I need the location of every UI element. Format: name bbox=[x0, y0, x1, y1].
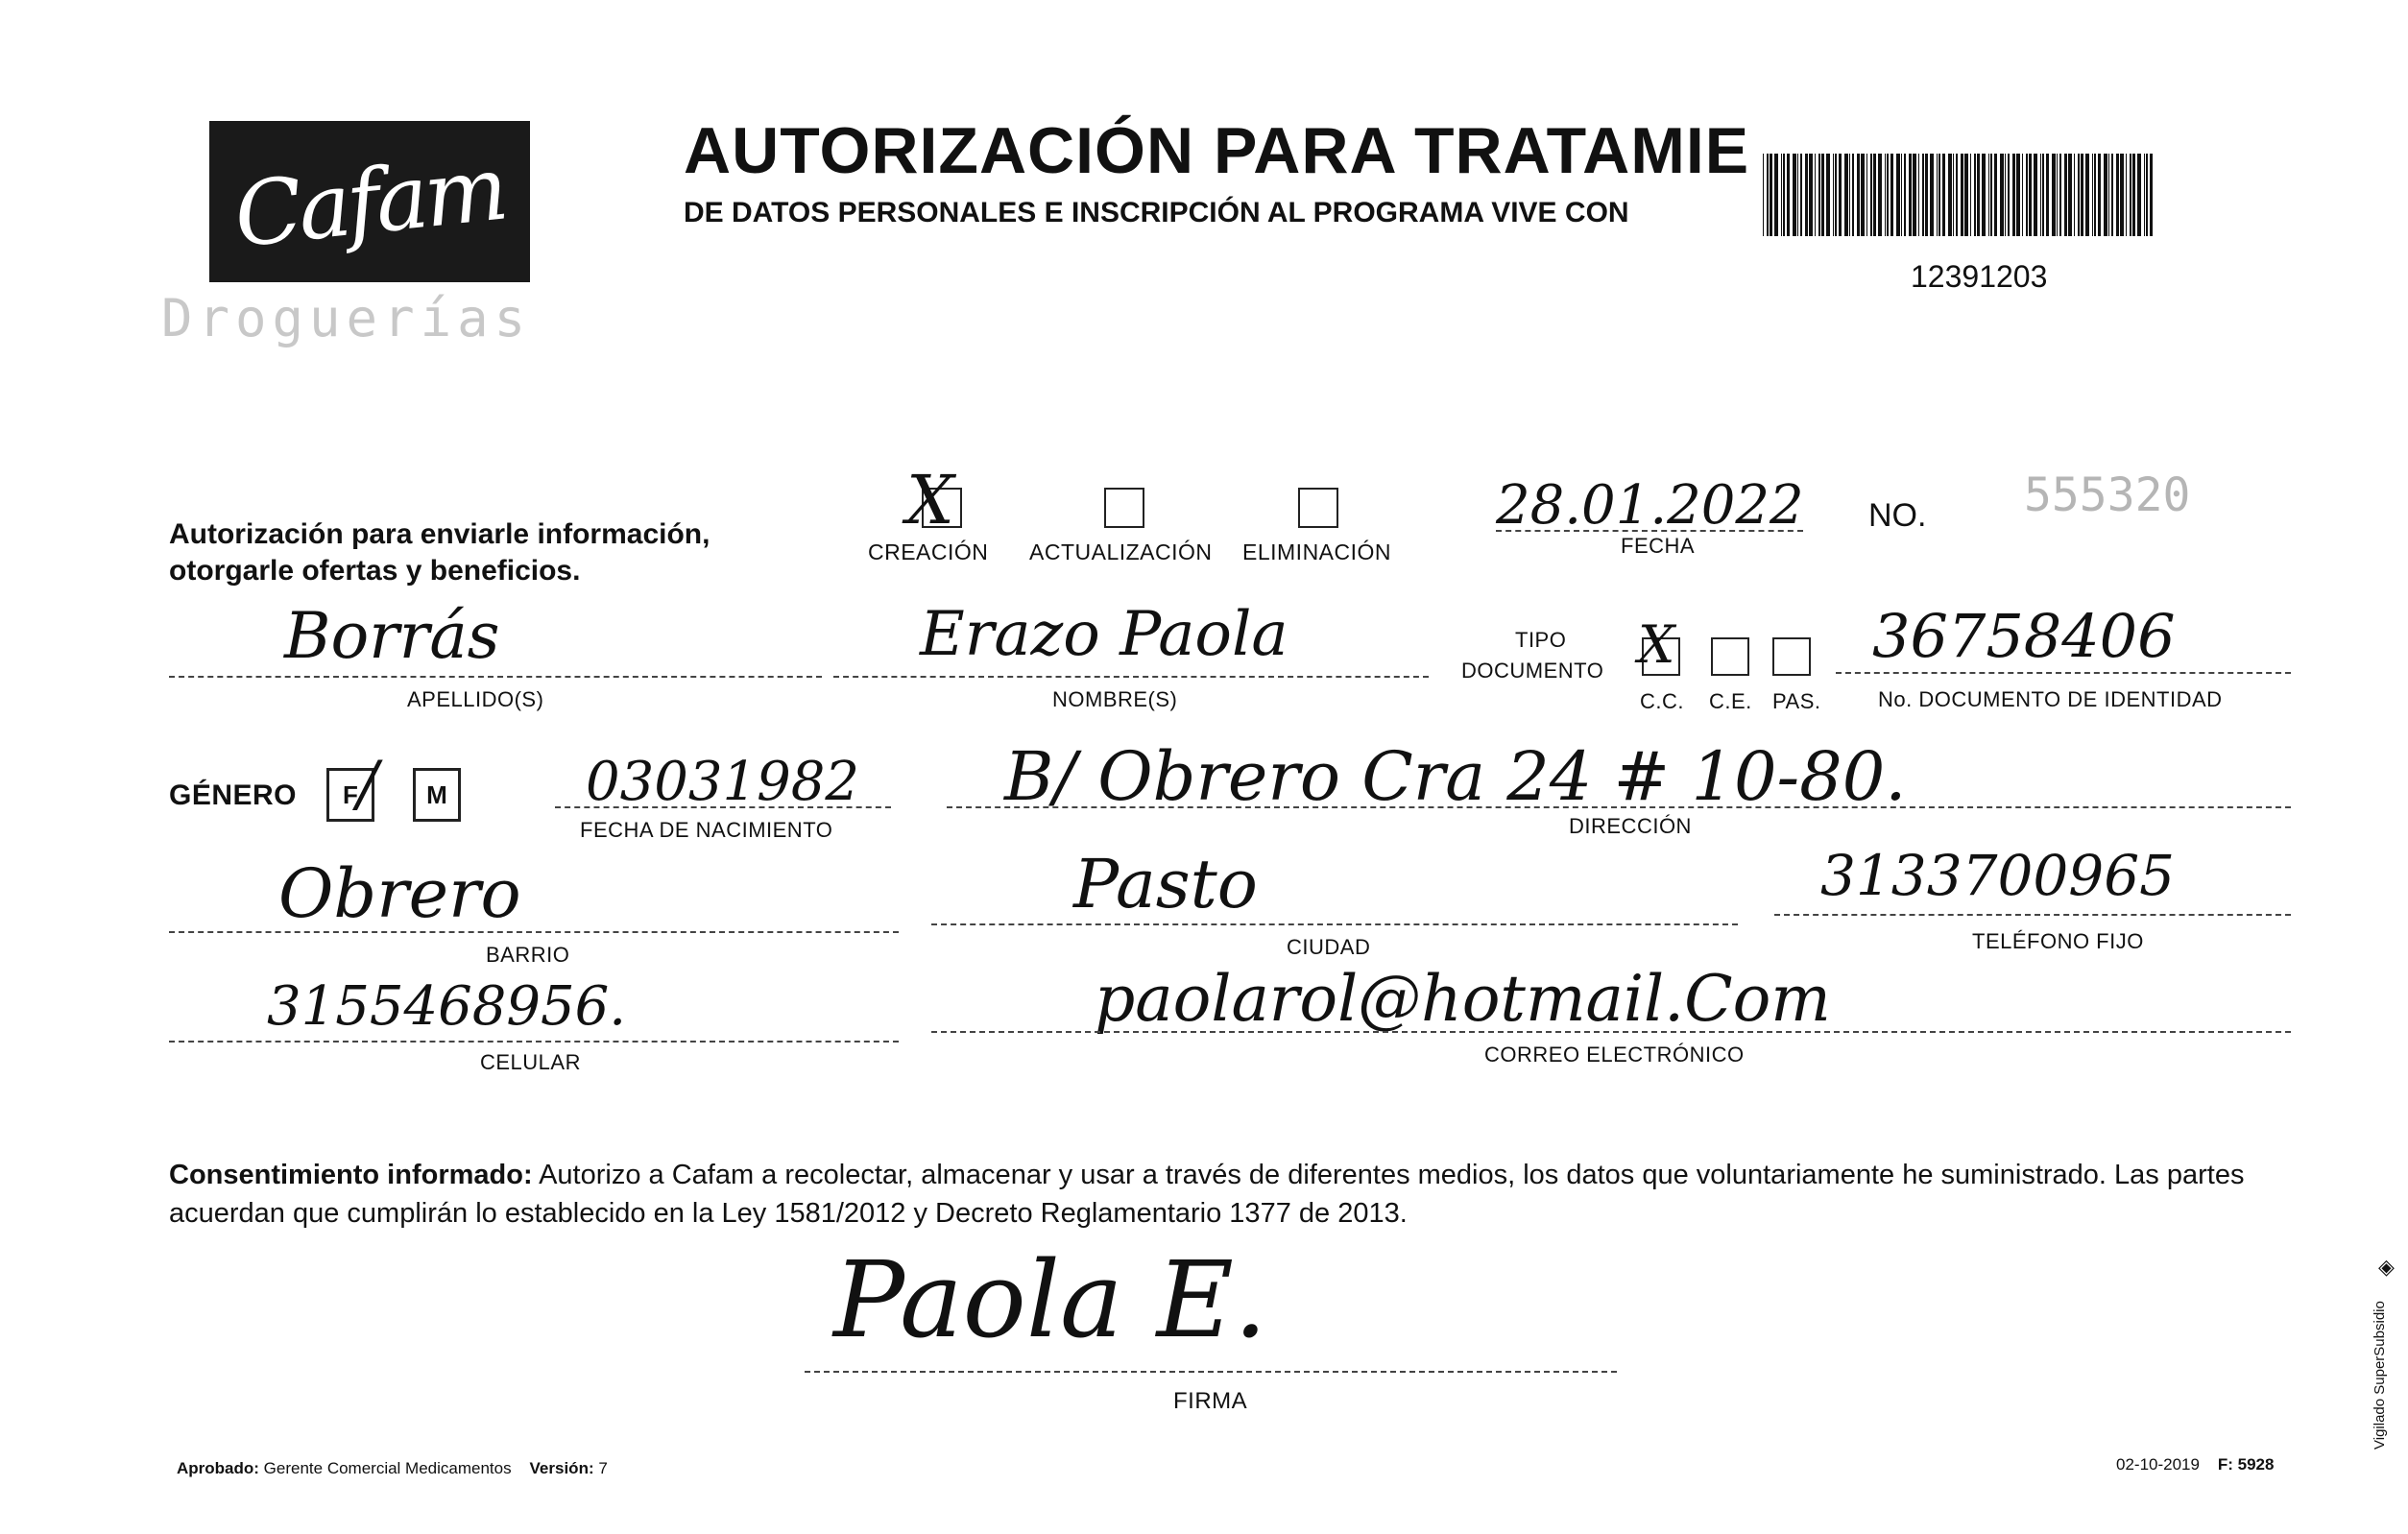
ciudad-line bbox=[931, 923, 1738, 925]
barcode-bar bbox=[1938, 154, 1940, 236]
fecha-label: FECHA bbox=[1621, 534, 1696, 558]
barcode-bar bbox=[1844, 154, 1848, 236]
genero-label: GÉNERO bbox=[169, 779, 298, 811]
eliminacion-label: ELIMINACIÓN bbox=[1242, 539, 1392, 564]
direccion-line bbox=[947, 806, 2291, 808]
barcode-bar bbox=[2078, 154, 2080, 236]
barcode-bar bbox=[1783, 154, 1785, 236]
barcode-bar bbox=[2012, 154, 2015, 236]
logo-subtext: Droguerías bbox=[161, 288, 532, 348]
barrio-value: Obrero bbox=[278, 854, 521, 933]
ciudad-value: Pasto bbox=[1073, 845, 1258, 923]
barcode-bar bbox=[1990, 154, 1992, 236]
consent-lead: Consentimiento informado: bbox=[169, 1160, 533, 1190]
numero-documento-value: 36758406 bbox=[1872, 601, 2176, 671]
telefono-value: 3133700965 bbox=[1820, 843, 2176, 908]
barcode-bar bbox=[1815, 154, 1816, 236]
signature-value: Paola E. bbox=[833, 1238, 1267, 1361]
barcode-bar bbox=[1977, 154, 1980, 236]
barcode-bar bbox=[1849, 154, 1850, 236]
barcode-bar bbox=[1942, 154, 1945, 236]
barcode-bar bbox=[1948, 154, 1952, 236]
barcode-bar bbox=[2000, 154, 2004, 236]
signature-label: FIRMA bbox=[1173, 1388, 1248, 1414]
barcode-bar bbox=[1918, 154, 1919, 236]
direccion-label: DIRECCIÓN bbox=[1569, 814, 1692, 838]
barcode-bar bbox=[1770, 154, 1772, 236]
barcode-bar bbox=[2111, 154, 2113, 236]
barcode-bar bbox=[1797, 154, 1798, 236]
barcode-bar bbox=[2137, 154, 2141, 236]
barcode-bar bbox=[1937, 154, 1938, 236]
supersubsidio-icon: ◈ bbox=[2378, 1256, 2395, 1280]
genero-f-label: F bbox=[343, 779, 358, 809]
barcode-bar bbox=[2150, 154, 2153, 236]
barcode-bar bbox=[1821, 154, 1824, 236]
creacion-label: CREACIÓN bbox=[868, 539, 989, 564]
direccion-value: B/ Obrero Cra 24 # 10-80. bbox=[1004, 737, 1907, 816]
fecha-nacimiento-value: 03031982 bbox=[586, 751, 860, 813]
aprobado-label: Aprobado: bbox=[177, 1459, 259, 1477]
barcode-bar bbox=[1964, 154, 1968, 236]
barcode-bar bbox=[2008, 154, 2010, 236]
ce-checkbox[interactable] bbox=[1711, 637, 1749, 676]
barcode-bar bbox=[1974, 154, 1976, 236]
barcode-bar bbox=[1835, 154, 1837, 236]
cc-mark: X bbox=[1638, 614, 1675, 675]
barcode-bar bbox=[2144, 154, 2145, 236]
nombres-label: NOMBRE(S) bbox=[1052, 687, 1178, 711]
barcode-bar bbox=[2126, 154, 2127, 236]
barcode-bar bbox=[1852, 154, 1854, 236]
cc-label: C.C. bbox=[1640, 689, 1684, 713]
version-value: 7 bbox=[598, 1459, 608, 1477]
barcode-bar bbox=[1861, 154, 1865, 236]
form-subtitle: DE DATOS PERSONALES E INSCRIPCIÓN AL PROGRAMA VIVE CON bbox=[684, 197, 1629, 228]
genero-m-checkbox[interactable] bbox=[413, 768, 461, 822]
genero-m-label: M bbox=[426, 779, 447, 809]
tipo-doc-label-2: DOCUMENTO bbox=[1461, 659, 1604, 683]
apellidos-label: APELLIDO(S) bbox=[407, 687, 544, 711]
correo-label: CORREO ELECTRÓNICO bbox=[1484, 1043, 1745, 1067]
telefono-line bbox=[1774, 914, 2291, 916]
pas-label: PAS. bbox=[1772, 689, 1821, 713]
barcode-bar bbox=[1970, 154, 1971, 236]
barrio-label: BARRIO bbox=[486, 943, 570, 967]
intro-text bbox=[169, 516, 710, 589]
celular-line bbox=[169, 1041, 899, 1043]
barcode-bar bbox=[1922, 154, 1924, 236]
barcode-bar bbox=[1961, 154, 1963, 236]
barcode-bar bbox=[1809, 154, 1813, 236]
barcode-bar bbox=[1913, 154, 1916, 236]
consent-paragraph bbox=[169, 1156, 2297, 1233]
intro-line-1: Autorización para enviarle información, bbox=[169, 518, 710, 550]
apellidos-value: Borrás bbox=[284, 599, 500, 673]
numero-label: NO. bbox=[1868, 497, 1927, 534]
barcode-bar bbox=[1878, 154, 1882, 236]
barcode-bar bbox=[2104, 154, 2107, 236]
barcode-bar bbox=[1793, 154, 1796, 236]
footer-form-code: F: 5928 bbox=[2217, 1455, 2275, 1474]
consent-body: Autorizo a Cafam a recolectar, almacenar y usar a través de diferentes medios, los datos que voluntariamente he suministrado. Las partes acuerdan que cumplirán lo establecido en la Ley 1581/2012 y Decreto Reglamentario 1377 de 2013. bbox=[169, 1160, 2245, 1229]
barcode-bar bbox=[2068, 154, 2072, 236]
barcode-bar bbox=[1885, 154, 1886, 236]
barcode-bar bbox=[1800, 154, 1802, 236]
barcode-bar bbox=[2085, 154, 2089, 236]
barcode-bar bbox=[2034, 154, 2037, 236]
side-text: Vigilado SuperSubsidio bbox=[2372, 1301, 2388, 1450]
barcode-bar bbox=[1887, 154, 1889, 236]
version-label: Versión: bbox=[529, 1459, 594, 1477]
barcode-bar bbox=[2057, 154, 2058, 236]
numero-documento-label: No. DOCUMENTO DE IDENTIDAD bbox=[1878, 687, 2223, 711]
barcode-bar bbox=[1982, 154, 1986, 236]
correo-value: paolarol@hotmail.Com bbox=[1095, 962, 1831, 1036]
footer-right bbox=[2116, 1455, 2274, 1474]
creacion-mark: X bbox=[906, 461, 954, 539]
fecha-line bbox=[1496, 530, 1803, 532]
barcode-icon bbox=[1763, 154, 2156, 236]
form-title: AUTORIZACIÓN PARA TRATAMIE bbox=[684, 114, 1750, 187]
barcode-bar bbox=[1988, 154, 1989, 236]
numero-documento-line bbox=[1836, 672, 2291, 674]
actualizacion-label: ACTUALIZACIÓN bbox=[1029, 539, 1213, 564]
barcode-bar bbox=[2029, 154, 2032, 236]
correo-line bbox=[931, 1031, 2291, 1033]
barcode-bar bbox=[2022, 154, 2023, 236]
barcode-bar bbox=[2074, 154, 2075, 236]
barcode-bar bbox=[2094, 154, 2096, 236]
pas-checkbox[interactable] bbox=[1772, 637, 1811, 676]
eliminacion-checkbox[interactable] bbox=[1298, 488, 1338, 528]
barcode-bar bbox=[1953, 154, 1954, 236]
barcode-bar bbox=[2116, 154, 2119, 236]
barcode-bar bbox=[1873, 154, 1876, 236]
fecha-nacimiento-line bbox=[555, 806, 891, 808]
barcode-bar bbox=[2132, 154, 2135, 236]
footer-approval bbox=[177, 1459, 608, 1478]
barcode-bar bbox=[2005, 154, 2006, 236]
ce-label: C.E. bbox=[1709, 689, 1752, 713]
barcode-bar bbox=[2052, 154, 2056, 236]
barcode-number: 12391203 bbox=[1911, 259, 2048, 294]
footer-date: 02-10-2019 bbox=[2116, 1455, 2200, 1474]
barcode-bar bbox=[1909, 154, 1912, 236]
intro-line-2: otorgarle ofertas y beneficios. bbox=[169, 555, 581, 587]
signature-line bbox=[805, 1371, 1617, 1373]
barcode-bar bbox=[1787, 154, 1790, 236]
barcode-bar bbox=[2046, 154, 2049, 236]
barcode-bar bbox=[2098, 154, 2101, 236]
barrio-line bbox=[169, 931, 899, 933]
barcode-bar bbox=[1925, 154, 1928, 236]
barcode-bar bbox=[2064, 154, 2067, 236]
barcode-bar bbox=[1994, 154, 1997, 236]
barcode-bar bbox=[1833, 154, 1834, 236]
barcode-bar bbox=[2040, 154, 2041, 236]
barcode-bar bbox=[2081, 154, 2083, 236]
logo-text: Cafam bbox=[229, 136, 510, 267]
barcode-bar bbox=[1826, 154, 1830, 236]
apellidos-line bbox=[169, 676, 822, 678]
cafam-logo bbox=[209, 121, 530, 282]
barcode-bar bbox=[1866, 154, 1867, 236]
barcode-bar bbox=[2042, 154, 2044, 236]
barcode-bar bbox=[1904, 154, 1906, 236]
barcode-bar bbox=[1901, 154, 1902, 236]
barcode-bar bbox=[2059, 154, 2061, 236]
barcode-bar bbox=[2120, 154, 2124, 236]
genero-f-mark: / bbox=[357, 749, 378, 820]
barcode-bar bbox=[2026, 154, 2028, 236]
barcode-bar bbox=[2016, 154, 2020, 236]
celular-value: 3155468956. bbox=[267, 975, 627, 1038]
fecha-nacimiento-label: FECHA DE NACIMIENTO bbox=[580, 818, 833, 842]
barcode-bar bbox=[1857, 154, 1860, 236]
barcode-bar bbox=[1839, 154, 1842, 236]
barcode-bar bbox=[1818, 154, 1820, 236]
barcode-bar bbox=[1930, 154, 1934, 236]
fecha-value: 28.01.2022 bbox=[1496, 474, 1804, 537]
barcode-bar bbox=[2092, 154, 2093, 236]
barcode-bar bbox=[1890, 154, 1893, 236]
nombres-line bbox=[833, 676, 1429, 678]
barcode-bar bbox=[1870, 154, 1872, 236]
barcode-bar bbox=[1896, 154, 1900, 236]
barcode-bar bbox=[2130, 154, 2131, 236]
telefono-label: TELÉFONO FIJO bbox=[1972, 929, 2144, 953]
barcode-bar bbox=[2146, 154, 2148, 236]
numero-value: 555320 bbox=[2024, 468, 2191, 522]
barcode-bar bbox=[1956, 154, 1958, 236]
barcode-bar bbox=[1767, 154, 1769, 236]
nombres-value: Erazo Paola bbox=[920, 599, 1288, 670]
ciudad-label: CIUDAD bbox=[1287, 935, 1371, 959]
barcode-bar bbox=[2108, 154, 2109, 236]
aprobado-value: Gerente Comercial Medicamentos bbox=[263, 1459, 512, 1477]
barcode-bar bbox=[1774, 154, 1778, 236]
tipo-doc-label-1: TIPO bbox=[1515, 628, 1567, 652]
barcode-bar bbox=[1763, 154, 1764, 236]
barcode-bar bbox=[1781, 154, 1782, 236]
celular-label: CELULAR bbox=[480, 1050, 581, 1074]
actualizacion-checkbox[interactable] bbox=[1104, 488, 1144, 528]
barcode-bar bbox=[1805, 154, 1808, 236]
